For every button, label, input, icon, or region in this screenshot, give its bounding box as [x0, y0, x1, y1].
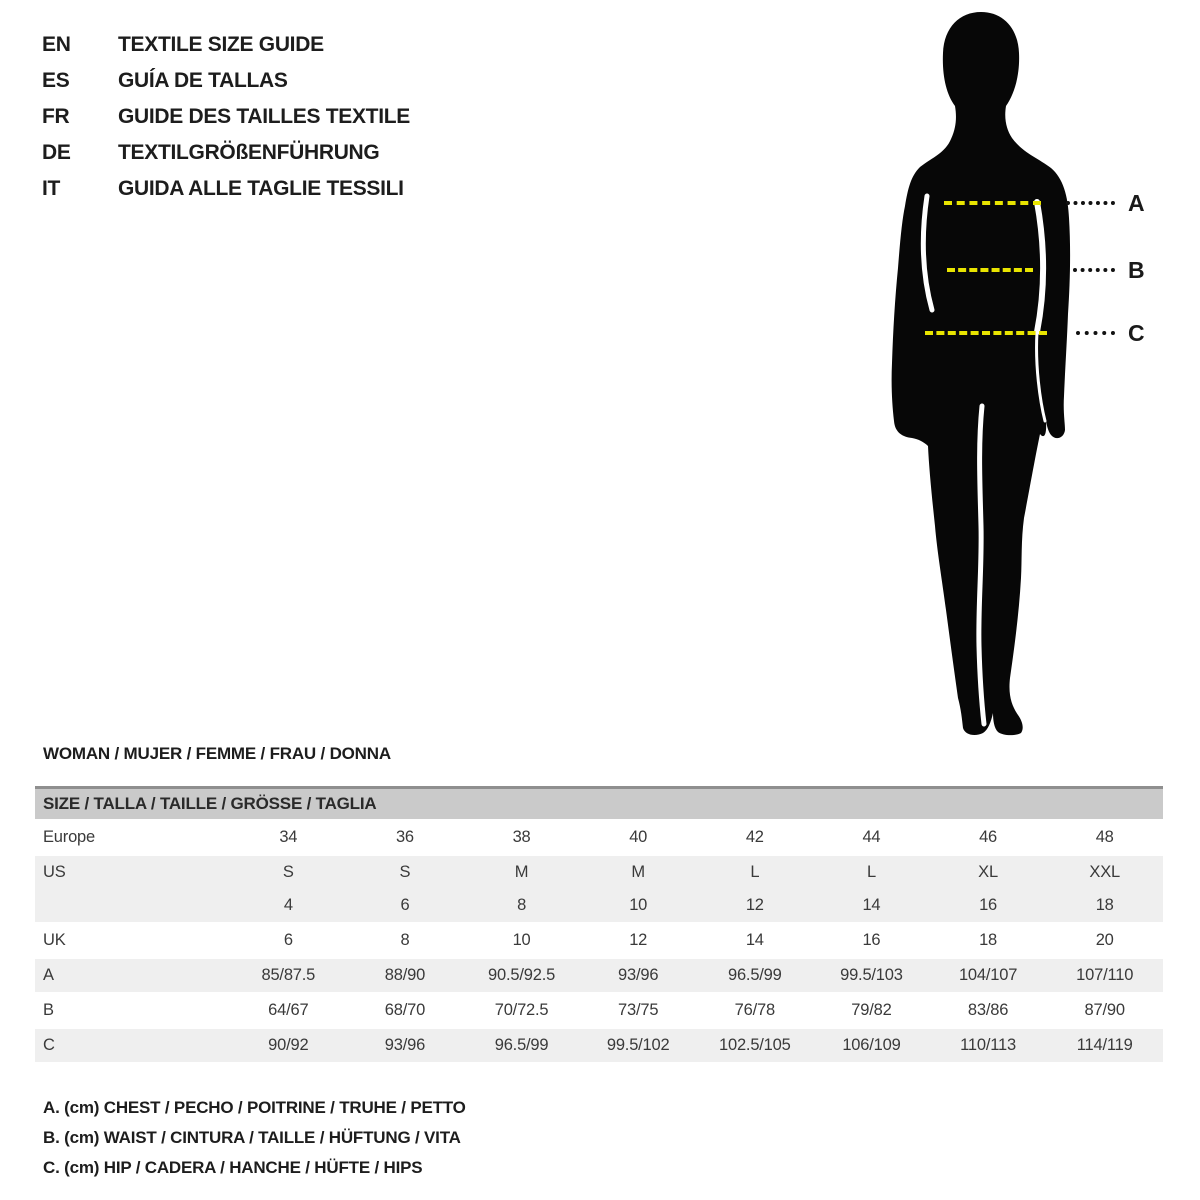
waist-dashed-line [947, 268, 1033, 272]
table-cell: 76/78 [697, 993, 814, 1028]
table-cell: 34 [230, 820, 347, 855]
table-cell: 70/72.5 [463, 993, 580, 1028]
row-label: US [35, 855, 230, 889]
table-cell: 88/90 [347, 958, 464, 993]
table-cell: 96.5/99 [697, 958, 814, 993]
table-cell: S [230, 855, 347, 889]
table-row-a [35, 958, 1163, 993]
language-list [42, 27, 410, 207]
row-label: A [35, 958, 230, 993]
measure-label-b: B [1128, 257, 1145, 283]
table-cell: 6 [230, 923, 347, 958]
table-cell: 90.5/92.5 [463, 958, 580, 993]
table-row-europe [35, 820, 1163, 855]
table-cell: XL [930, 855, 1047, 889]
language-title: GUIDA ALLE TAGLIE TESSILI [118, 177, 404, 200]
table-cell: 110/113 [930, 1028, 1047, 1062]
woman-silhouette [875, 6, 1095, 736]
language-title: GUÍA DE TALLAS [118, 69, 288, 92]
table-cell: S [347, 855, 464, 889]
table-cell: M [463, 855, 580, 889]
table-cell: 79/82 [813, 993, 930, 1028]
table-cell: 106/109 [813, 1028, 930, 1062]
table-cell: 114/119 [1046, 1028, 1163, 1062]
language-code: DE [42, 141, 71, 164]
table-cell: 46 [930, 820, 1047, 855]
table-cell: L [697, 855, 814, 889]
table-cell: 14 [697, 923, 814, 958]
row-label: Europe [35, 820, 230, 855]
table-cell: 93/96 [347, 1028, 464, 1062]
table-cell: 104/107 [930, 958, 1047, 993]
section-heading-woman: WOMAN / MUJER / FEMME / FRAU / DONNA [43, 744, 391, 763]
size-table-header: SIZE / TALLA / TAILLE / GRÖSSE / TAGLIA [35, 788, 1163, 821]
language-code: ES [42, 69, 70, 92]
table-cell: 18 [930, 923, 1047, 958]
table-cell: 99.5/102 [580, 1028, 697, 1062]
table-row-us [35, 855, 1163, 889]
table-cell: 99.5/103 [813, 958, 930, 993]
waist-dotted-leader [1073, 268, 1115, 272]
table-cell: 87/90 [1046, 993, 1163, 1028]
table-row-uk [35, 923, 1163, 958]
language-row-es [42, 63, 410, 99]
table-cell: 85/87.5 [230, 958, 347, 993]
table-cell: 18 [1046, 889, 1163, 923]
table-cell: M [580, 855, 697, 889]
language-title: TEXTILE SIZE GUIDE [118, 33, 324, 56]
table-cell: XXL [1046, 855, 1163, 889]
table-cell: 10 [580, 889, 697, 923]
table-cell: 73/75 [580, 993, 697, 1028]
measurement-legend [43, 1093, 466, 1183]
language-row-fr [42, 99, 410, 135]
table-cell: 48 [1046, 820, 1163, 855]
hip-dashed-line [925, 331, 1047, 335]
table-cell: 68/70 [347, 993, 464, 1028]
table-cell: 42 [697, 820, 814, 855]
row-label: UK [35, 923, 230, 958]
table-cell: 20 [1046, 923, 1163, 958]
table-cell: 107/110 [1046, 958, 1163, 993]
language-row-en [42, 27, 410, 63]
table-cell: 16 [930, 889, 1047, 923]
language-row-de [42, 135, 410, 171]
language-code: IT [42, 177, 61, 200]
table-row-b [35, 993, 1163, 1028]
measure-label-a: A [1128, 190, 1145, 216]
language-code: FR [42, 105, 70, 128]
measure-label-c: C [1128, 320, 1145, 346]
table-cell: 44 [813, 820, 930, 855]
table-cell: 93/96 [580, 958, 697, 993]
row-label [35, 889, 230, 923]
size-table [35, 786, 1163, 1062]
table-cell: 64/67 [230, 993, 347, 1028]
table-cell: 14 [813, 889, 930, 923]
legend-line-c: C. (cm) HIP / CADERA / HANCHE / HÜFTE / HIPS [43, 1158, 423, 1177]
table-cell: L [813, 855, 930, 889]
table-cell: 38 [463, 820, 580, 855]
table-cell: 90/92 [230, 1028, 347, 1062]
table-cell: 40 [580, 820, 697, 855]
table-cell: 6 [347, 889, 464, 923]
language-title: GUIDE DES TAILLES TEXTILE [118, 105, 410, 128]
chest-dotted-leader [1066, 201, 1115, 205]
table-cell: 16 [813, 923, 930, 958]
hip-dotted-leader [1076, 331, 1115, 335]
chest-dashed-line [944, 201, 1041, 205]
language-code: EN [42, 33, 71, 56]
legend-line-b: B. (cm) WAIST / CINTURA / TAILLE / HÜFTUNG / VITA [43, 1128, 461, 1147]
table-cell: 83/86 [930, 993, 1047, 1028]
table-row-us-numeric [35, 889, 1163, 923]
table-cell: 36 [347, 820, 464, 855]
table-cell: 10 [463, 923, 580, 958]
table-cell: 8 [347, 923, 464, 958]
language-title: TEXTILGRÖßENFÜHRUNG [118, 141, 380, 164]
table-cell: 96.5/99 [463, 1028, 580, 1062]
table-cell: 12 [580, 923, 697, 958]
legend-line-a: A. (cm) CHEST / PECHO / POITRINE / TRUHE / PETTO [43, 1098, 466, 1117]
table-cell: 12 [697, 889, 814, 923]
row-label: C [35, 1028, 230, 1062]
row-label: B [35, 993, 230, 1028]
table-row-c [35, 1028, 1163, 1062]
table-cell: 4 [230, 889, 347, 923]
table-cell: 102.5/105 [697, 1028, 814, 1062]
language-row-it [42, 171, 410, 207]
size-table-body [35, 820, 1163, 1062]
table-cell: 8 [463, 889, 580, 923]
